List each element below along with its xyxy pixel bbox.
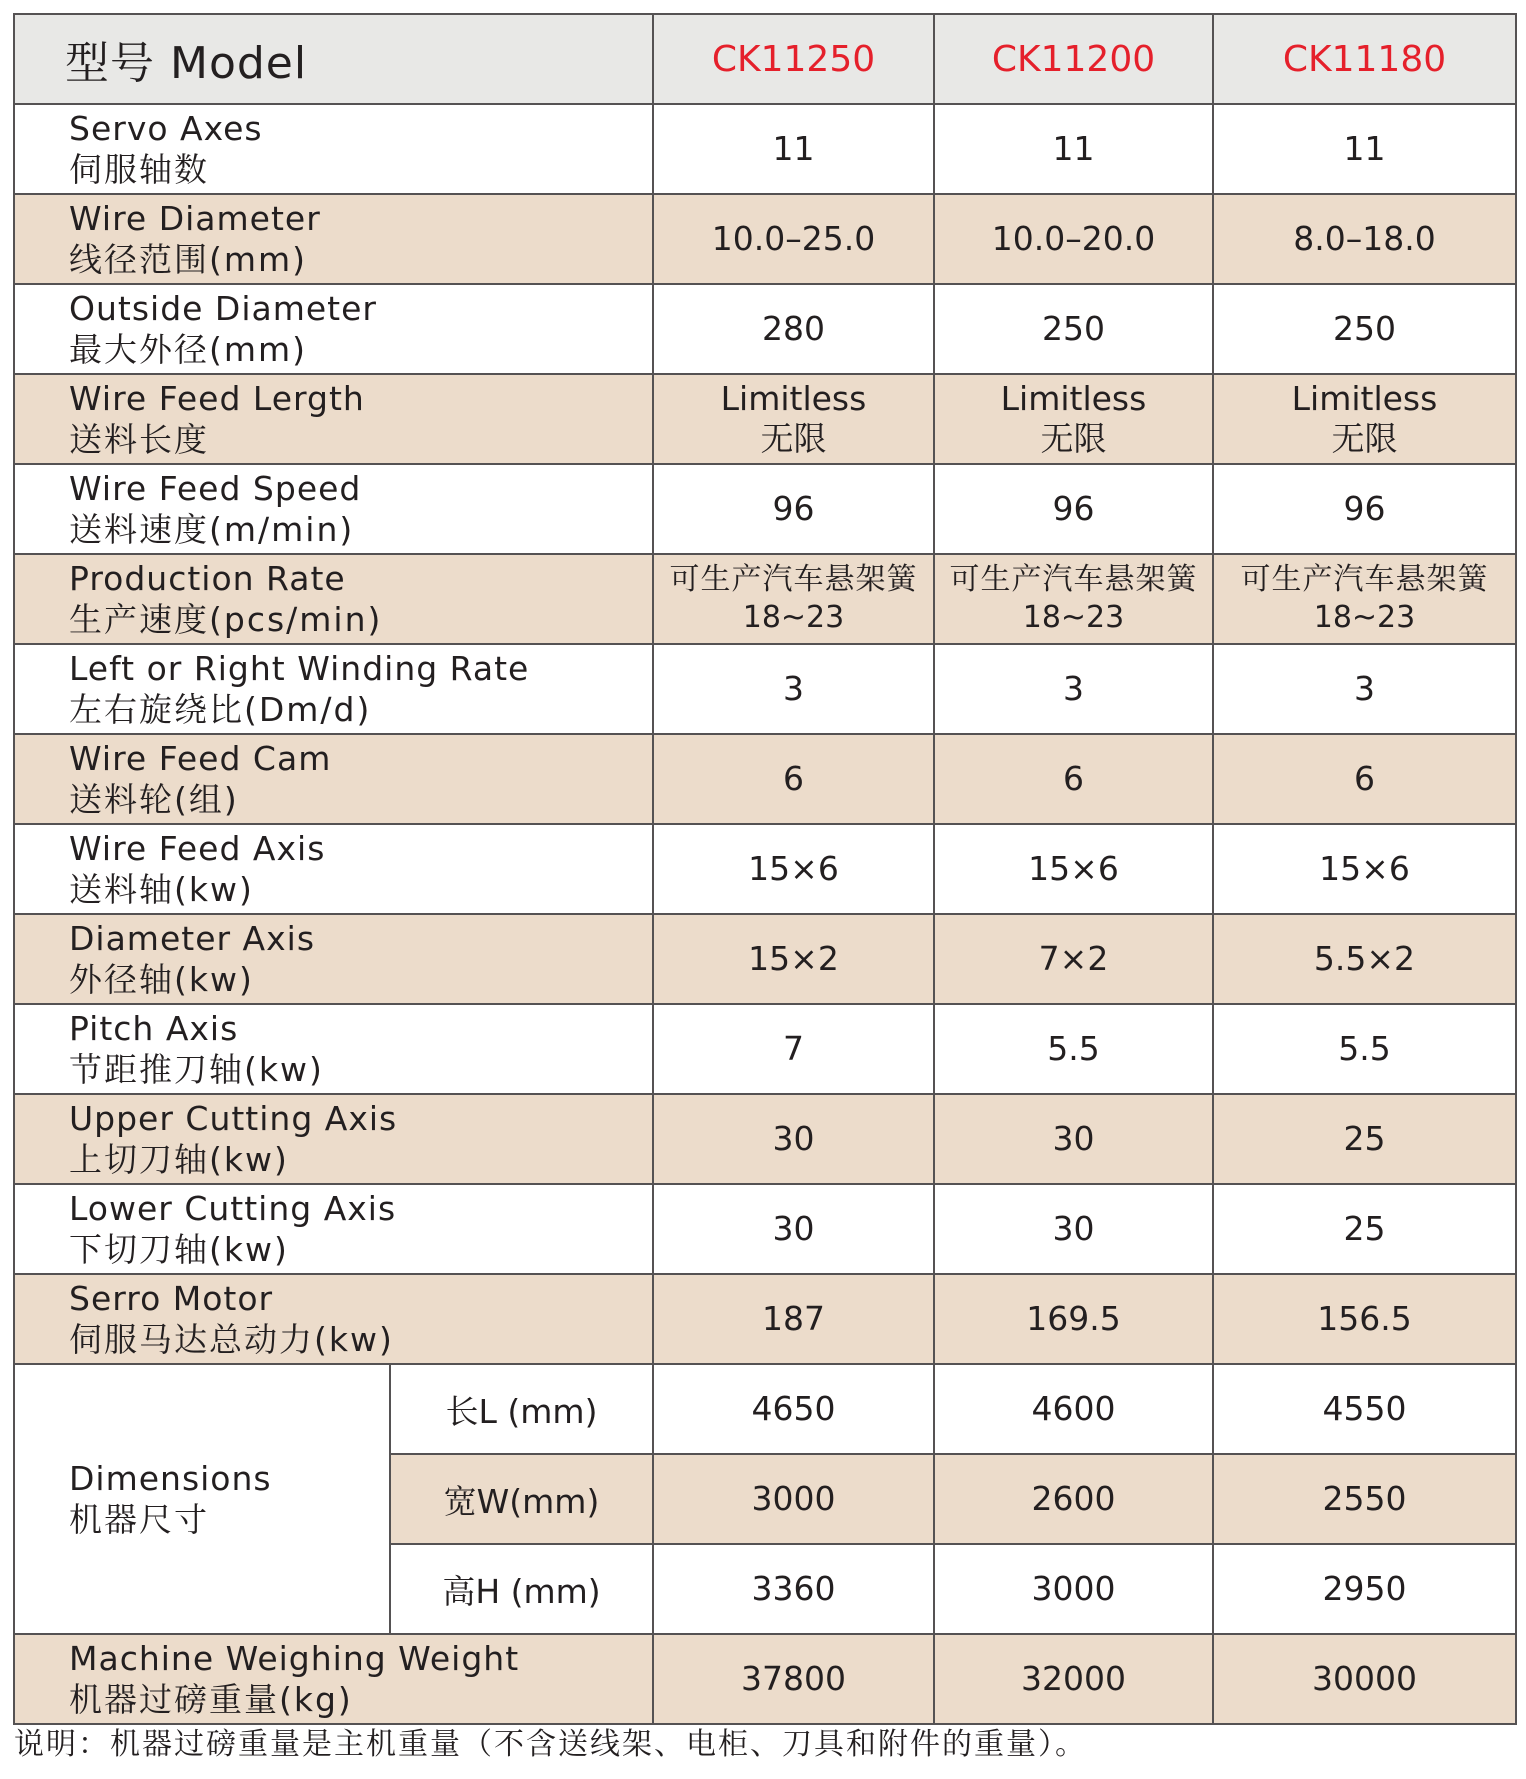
value-cell: 5.5 [1213, 1004, 1516, 1094]
value-cell: 96 [934, 464, 1213, 554]
value-cell [1213, 554, 1516, 644]
label-en: Dimensions [69, 1459, 272, 1498]
model-ck11180: CK11180 [1213, 14, 1516, 104]
value-cell: 250 [934, 284, 1213, 374]
value-line-1: 可生产汽车悬架簧 [949, 562, 1198, 597]
label-en: Wire Diameter [69, 199, 321, 238]
value-cell: 37800 [653, 1634, 934, 1724]
label-zh: 送料轴(kw) [69, 870, 254, 909]
value-cell: 15×2 [653, 914, 934, 1004]
value-cell: 10.0–20.0 [934, 194, 1213, 284]
row-label [14, 374, 653, 464]
label-zh: 机器过磅重量(kg) [69, 1680, 353, 1719]
row-pitch-axis [14, 1004, 1516, 1094]
dimensions-label [14, 1364, 390, 1634]
label-zh: 送料长度 [69, 420, 209, 459]
value-line-2: 无限 [760, 419, 827, 458]
value-cell: 3 [653, 644, 934, 734]
value-cell [934, 374, 1213, 464]
label-zh: 上切刀轴(kw) [69, 1140, 289, 1179]
value-cell: 4550 [1213, 1364, 1516, 1454]
row-label [14, 824, 653, 914]
value-cell: 280 [653, 284, 934, 374]
label-en: Wire Feed Cam [69, 739, 332, 778]
row-dimension-length [14, 1364, 1516, 1454]
value-cell: 2600 [934, 1454, 1213, 1544]
value-cell: 5.5×2 [1213, 914, 1516, 1004]
label-zh: 下切刀轴(kw) [69, 1230, 289, 1269]
value-cell: 156.5 [1213, 1274, 1516, 1364]
row-wire-feed-speed [14, 464, 1516, 554]
label-en: Upper Cutting Axis [69, 1099, 398, 1138]
value-cell: 6 [653, 734, 934, 824]
row-label [14, 1094, 653, 1184]
value-line-1: Limitless [1291, 379, 1438, 418]
value-cell: 10.0–25.0 [653, 194, 934, 284]
value-cell: 2550 [1213, 1454, 1516, 1544]
spec-table [13, 13, 1517, 1725]
label-zh: 伺服马达总动力(kw) [69, 1320, 394, 1359]
value-cell: 6 [934, 734, 1213, 824]
label-zh: 左右旋绕比(Dm/d) [69, 690, 372, 729]
value-line-2: 18~23 [1022, 600, 1125, 635]
value-line-1: 可生产汽车悬架簧 [669, 562, 918, 597]
value-line-1: 可生产汽车悬架簧 [1240, 562, 1489, 597]
row-lower-cutting-axis [14, 1184, 1516, 1274]
label-en: Machine Weighing Weight [69, 1639, 520, 1678]
value-cell: 11 [934, 104, 1213, 194]
label-zh: 节距推刀轴(kw) [69, 1050, 324, 1089]
value-cell: 32000 [934, 1634, 1213, 1724]
value-cell [1213, 374, 1516, 464]
value-cell [934, 554, 1213, 644]
row-diameter-axis [14, 914, 1516, 1004]
value-cell: 187 [653, 1274, 934, 1364]
row-servo-motor [14, 1274, 1516, 1364]
row-label [14, 644, 653, 734]
model-ck11200: CK11200 [934, 14, 1213, 104]
row-label [14, 104, 653, 194]
dimension-sub-label: 长L (mm) [390, 1364, 653, 1454]
value-cell: 15×6 [653, 824, 934, 914]
row-wire-feed-length [14, 374, 1516, 464]
value-cell: 250 [1213, 284, 1516, 374]
model-header-label: 型号 Model [14, 14, 653, 104]
value-cell: 7 [653, 1004, 934, 1094]
label-zh: 机器尺寸 [69, 1500, 209, 1539]
row-label [14, 734, 653, 824]
footnote: 说明：机器过磅重量是主机重量（不含送线架、电柜、刀具和附件的重量）。 [14, 1727, 1087, 1762]
value-cell: 3 [934, 644, 1213, 734]
label-zh: 送料速度(m/min) [69, 510, 355, 549]
value-cell: 3000 [934, 1544, 1213, 1634]
value-cell [653, 374, 934, 464]
label-en: Left or Right Winding Rate [69, 649, 530, 688]
label-en: Wire Feed Axis [69, 829, 326, 868]
label-en: Servo Axes [69, 109, 263, 148]
label-zh: 最大外径(mm) [69, 330, 308, 369]
row-label [14, 194, 653, 284]
value-line-2: 无限 [1331, 419, 1398, 458]
value-cell: 2950 [1213, 1544, 1516, 1634]
row-servo-axes [14, 104, 1516, 194]
row-label [14, 914, 653, 1004]
label-en: Diameter Axis [69, 919, 316, 958]
value-cell: 4650 [653, 1364, 934, 1454]
label-en: Serro Motor [69, 1279, 274, 1318]
value-cell: 96 [1213, 464, 1516, 554]
label-zh: 送料轮(组) [69, 780, 239, 819]
value-cell: 96 [653, 464, 934, 554]
label-en: Wire Feed Speed [69, 469, 362, 508]
label-en: Outside Diameter [69, 289, 377, 328]
dimension-sub-label: 宽W(mm) [390, 1454, 653, 1544]
row-wire-feed-cam [14, 734, 1516, 824]
label-zh: 线径范围(mm) [69, 240, 308, 279]
row-label [14, 1634, 653, 1724]
value-cell: 15×6 [934, 824, 1213, 914]
value-line-1: Limitless [720, 379, 867, 418]
value-cell: 25 [1213, 1094, 1516, 1184]
header-row [14, 14, 1516, 104]
label-zh: 生产速度(pcs/min) [69, 600, 383, 639]
row-label [14, 1004, 653, 1094]
value-cell: 169.5 [934, 1274, 1213, 1364]
value-cell: 30 [934, 1184, 1213, 1274]
label-en: Wire Feed Lergth [69, 379, 365, 418]
value-cell: 30000 [1213, 1634, 1516, 1724]
value-cell: 5.5 [934, 1004, 1213, 1094]
row-label [14, 464, 653, 554]
label-en: Pitch Axis [69, 1009, 239, 1048]
row-wire-diameter [14, 194, 1516, 284]
row-upper-cutting-axis [14, 1094, 1516, 1184]
value-line-2: 18~23 [1313, 600, 1416, 635]
row-machine-weight [14, 1634, 1516, 1724]
value-cell: 3360 [653, 1544, 934, 1634]
row-label [14, 1184, 653, 1274]
value-cell: 6 [1213, 734, 1516, 824]
row-production-rate [14, 554, 1516, 644]
row-winding-rate [14, 644, 1516, 734]
row-label [14, 1274, 653, 1364]
value-cell: 3000 [653, 1454, 934, 1544]
label-zh: 伺服轴数 [69, 150, 209, 189]
value-line-2: 18~23 [742, 600, 845, 635]
value-cell: 3 [1213, 644, 1516, 734]
row-label [14, 284, 653, 374]
model-ck11250: CK11250 [653, 14, 934, 104]
value-line-1: Limitless [1000, 379, 1147, 418]
value-cell: 30 [653, 1184, 934, 1274]
value-cell [653, 554, 934, 644]
dimension-sub-label: 高H (mm) [390, 1544, 653, 1634]
row-label [14, 554, 653, 644]
value-cell: 4600 [934, 1364, 1213, 1454]
value-cell: 7×2 [934, 914, 1213, 1004]
label-en: Lower Cutting Axis [69, 1189, 397, 1228]
row-wire-feed-axis [14, 824, 1516, 914]
value-cell: 11 [653, 104, 934, 194]
row-outside-diameter [14, 284, 1516, 374]
value-cell: 15×6 [1213, 824, 1516, 914]
label-en: Production Rate [69, 559, 346, 598]
label-zh: 外径轴(kw) [69, 960, 254, 999]
value-cell: 30 [653, 1094, 934, 1184]
value-cell: 25 [1213, 1184, 1516, 1274]
value-cell: 30 [934, 1094, 1213, 1184]
value-cell: 11 [1213, 104, 1516, 194]
value-line-2: 无限 [1040, 419, 1107, 458]
value-cell: 8.0–18.0 [1213, 194, 1516, 284]
